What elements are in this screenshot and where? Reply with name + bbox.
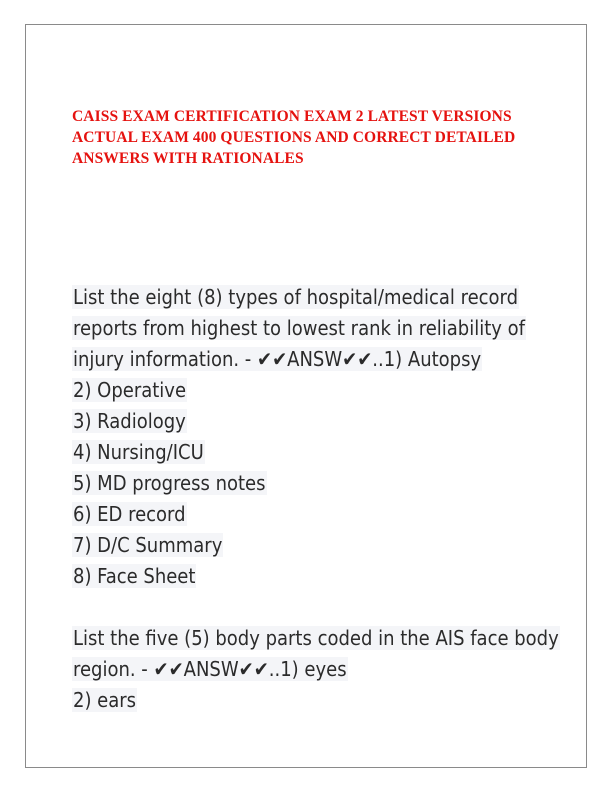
answer-line: 2) ears xyxy=(73,688,137,712)
question-line: reports from highest to lowest rank in reliability of xyxy=(73,316,525,340)
qa-block xyxy=(72,623,559,716)
qa-block xyxy=(72,282,552,592)
question-line: injury information. - ✔✔ANSW✔✔..1) Autopsy xyxy=(73,347,482,371)
answer-line: 4) Nursing/ICU xyxy=(73,440,204,464)
answer-line: 8) Face Sheet xyxy=(73,564,196,588)
answer-line: 5) MD progress notes xyxy=(73,471,266,495)
answer-line: 2) Operative xyxy=(73,378,187,402)
question-line: List the eight (8) types of hospital/medical record xyxy=(73,285,519,309)
answer-line: 7) D/C Summary xyxy=(73,533,223,557)
question-line: List the five (5) body parts coded in the AIS face body xyxy=(73,626,559,650)
document-title: CAISS EXAM CERTIFICATION EXAM 2 LATEST VERSIONS ACTUAL EXAM 400 QUESTIONS AND CORRECT DETAILED ANSWERS WITH RATIONALES xyxy=(72,108,516,167)
answer-line: 3) Radiology xyxy=(73,409,186,433)
question-line: region. - ✔✔ANSW✔✔..1) eyes xyxy=(73,657,347,681)
answer-line: 6) ED record xyxy=(73,502,186,526)
